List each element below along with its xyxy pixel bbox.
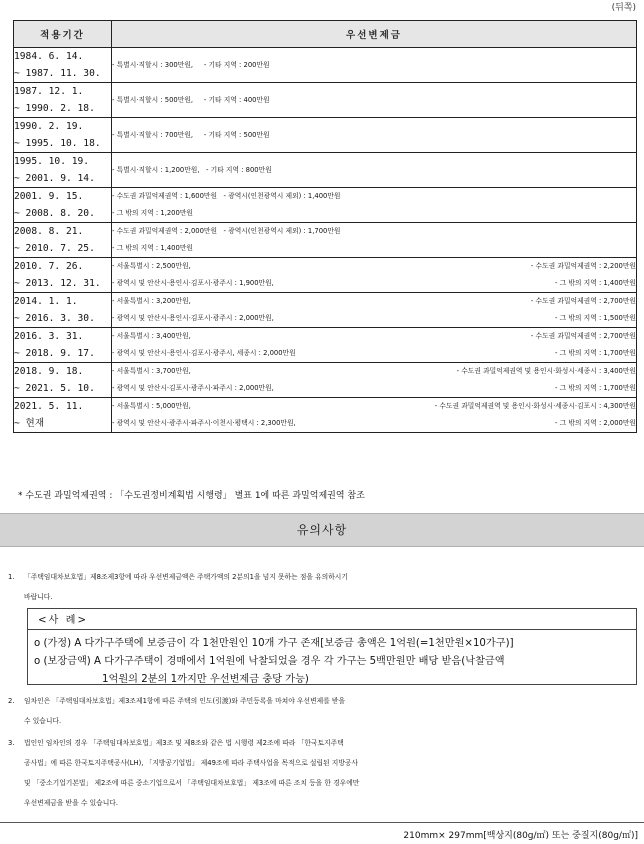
amount-cell xyxy=(112,188,637,223)
period-cell xyxy=(14,48,112,83)
amount-right: - 수도권 과밀억제권역 및 용인시·화성시·세종시 : 3,400만원 xyxy=(456,367,636,375)
amount-line: - 그 밖의 지역 : 1,200만원 xyxy=(112,209,193,217)
amount-right: - 수도권 과밀억제권역 : 2,200만원 xyxy=(530,262,636,270)
period-end: ~ 2008. 8. 20. xyxy=(14,208,95,219)
note-2 xyxy=(8,691,638,731)
amount-right: - 그 밖의 지역 : 1,400만원 xyxy=(555,279,636,287)
example-title: <사 례> xyxy=(38,615,88,626)
amount-line xyxy=(112,363,636,380)
note-3-line-1: 법인인 임차인의 경우 「주택임대차보호법」제3조 및 제8조와 같은 법 시행령 제2조에 따라 「한국토지주택 xyxy=(24,739,344,747)
amount-line: - 특별시·직할시 : 700만원, - 기타 지역 : 500만원 xyxy=(112,130,270,139)
period-cell xyxy=(14,398,112,433)
amount-cell xyxy=(112,83,637,118)
amount-line: - 수도권 과밀억제권역 : 2,000만원 - 광역시(인천광역시 제외) : 1,700만원 xyxy=(112,227,341,235)
amount-line: - 수도권 과밀억제권역 : 1,600만원 - 광역시(인천광역시 제외) : 1,400만원 xyxy=(112,192,341,200)
amount-line xyxy=(112,415,636,432)
period-start: 1995. 10. 19. xyxy=(14,156,90,167)
period-cell xyxy=(14,83,112,118)
amount-left: - 서울특별시 : 3,700만원, xyxy=(112,367,191,375)
amount-line xyxy=(112,398,636,415)
note-1-number: 1. xyxy=(8,573,15,581)
table-row xyxy=(14,48,637,83)
example-box xyxy=(27,608,637,685)
table-row xyxy=(14,328,637,363)
amount-left: - 광역시 및 안산시·광주시·파주시·이천시·평택시 : 2,300만원, xyxy=(112,419,296,427)
table-row xyxy=(14,83,637,118)
period-end: ~ 2021. 5. 10. xyxy=(14,383,95,394)
page-side-note: (뒤쪽) xyxy=(611,3,636,13)
header-period: 적용기간 xyxy=(14,21,112,48)
amount-cell xyxy=(112,118,637,153)
period-end: ~ 2018. 9. 17. xyxy=(14,348,95,359)
period-end: ~ 1995. 10. 18. xyxy=(14,138,101,149)
amount-left: - 광역시 및 안산시·용인시·김포시·광주시 : 2,000만원, xyxy=(112,314,274,322)
period-end: ~ 1987. 11. 30. xyxy=(14,68,101,79)
amount-cell xyxy=(112,48,637,83)
amount-line: - 특별시·직할시 : 1,200만원, - 기타 지역 : 800만원 xyxy=(112,165,272,174)
table-header-row xyxy=(14,21,637,48)
amount-line xyxy=(112,328,636,345)
table-footnote: * 수도권 과밀억제권역 : 「수도권정비계획법 시행령」 별표 1에 따른 과밀억제권역 참조 xyxy=(18,491,365,501)
note-2-line-1: 임차인은 「주택임대차보호법」제3조제1항에 따른 주택의 인도(引渡)와 주민등록을 마쳐야 우선변제를 받을 xyxy=(24,697,346,705)
table-row xyxy=(14,188,637,223)
example-line-1: o (가정) A 다가구주택에 보증금이 각 1천만원인 10개 가구 존재[보증금 총액은 1억원(=1천만원×10가구)] xyxy=(34,638,514,649)
amount-line: - 특별시·직할시 : 500만원, - 기타 지역 : 400만원 xyxy=(112,95,270,104)
period-start: 2018. 9. 18. xyxy=(14,366,84,377)
period-end: ~ 1990. 2. 18. xyxy=(14,103,95,114)
note-3-number: 3. xyxy=(8,739,15,747)
period-cell xyxy=(14,363,112,398)
amount-right: - 그 밖의 지역 : 1,700만원 xyxy=(555,384,636,392)
period-cell xyxy=(14,153,112,188)
amount-line: - 그 밖의 지역 : 1,400만원 xyxy=(112,244,193,252)
period-start: 2016. 3. 31. xyxy=(14,331,84,342)
amount-line xyxy=(112,293,636,310)
example-line-3: 1억원의 2분의 1까지만 우선변제금 충당 가능) xyxy=(102,674,309,685)
period-end: ~ 2001. 9. 14. xyxy=(14,173,95,184)
amount-line xyxy=(112,258,636,275)
amount-cell xyxy=(112,153,637,188)
period-start: 2008. 8. 21. xyxy=(14,226,84,237)
period-start: 1990. 2. 19. xyxy=(14,121,84,132)
period-end: ~ 2010. 7. 25. xyxy=(14,243,95,254)
table-row xyxy=(14,293,637,328)
amount-left: - 광역시 및 안산시·용인시·김포시·광주시, 세종시 : 2,000만원 xyxy=(112,349,296,357)
amount-right: - 수도권 과밀억제권역 : 2,700만원 xyxy=(530,332,636,340)
amount-left: - 서울특별시 : 5,000만원, xyxy=(112,402,191,410)
note-3-line-2: 공사법」에 따른 한국토지주택공사(LH), 「지방공기업법」 제49조에 따라 주택사업을 목적으로 설립된 지방공사 xyxy=(24,759,359,767)
notes-section-title: 유의사항 xyxy=(0,513,644,547)
period-start: 2010. 7. 26. xyxy=(14,261,84,272)
note-2-number: 2. xyxy=(8,697,15,705)
amount-right: - 그 밖의 지역 : 1,500만원 xyxy=(555,314,636,322)
period-cell xyxy=(14,258,112,293)
amount-cell xyxy=(112,363,637,398)
table-row xyxy=(14,223,637,258)
period-end: ~ 2013. 12. 31. xyxy=(14,278,101,289)
table-row xyxy=(14,258,637,293)
period-end: ~ 현재 xyxy=(14,418,45,429)
amount-line xyxy=(112,275,636,292)
amount-right: - 수도권 과밀억제권역 및 용인시·화성시·세종시·김포시 : 4,300만원 xyxy=(434,402,636,410)
period-start: 2014. 1. 1. xyxy=(14,296,78,307)
period-start: 2001. 9. 15. xyxy=(14,191,84,202)
amount-right: - 그 밖의 지역 : 2,000만원 xyxy=(555,419,636,427)
period-cell xyxy=(14,223,112,258)
period-cell xyxy=(14,328,112,363)
amount-left: - 서울특별시 : 3,200만원, xyxy=(112,297,191,305)
amount-cell xyxy=(112,328,637,363)
amount-line xyxy=(112,380,636,397)
note-2-line-2: 수 있습니다. xyxy=(24,717,62,725)
period-start: 1987. 12. 1. xyxy=(14,86,84,97)
period-start: 1984. 6. 14. xyxy=(14,51,84,62)
header-amount: 우선변제금 xyxy=(112,21,637,48)
amount-cell xyxy=(112,398,637,433)
table-body xyxy=(14,48,637,433)
period-cell xyxy=(14,293,112,328)
amount-cell xyxy=(112,258,637,293)
amount-right: - 그 밖의 지역 : 1,700만원 xyxy=(555,349,636,357)
amount-right: - 수도권 과밀억제권역 : 2,700만원 xyxy=(530,297,636,305)
amount-line: - 특별시·직할시 : 300만원, - 기타 지역 : 200만원 xyxy=(112,60,270,69)
example-divider xyxy=(28,629,636,630)
note-1 xyxy=(8,567,638,607)
amount-left: - 서울특별시 : 2,500만원, xyxy=(112,262,191,270)
priority-repayment-table xyxy=(13,20,637,433)
note-1-line-2: 바랍니다. xyxy=(24,593,53,601)
note-1-line-1: 「주택임대차보호법」제8조제3항에 따라 우선변제금액은 주택가액의 2분의1을 넘지 못하는 점을 유의하시기 xyxy=(24,573,348,581)
period-end: ~ 2016. 3. 30. xyxy=(14,313,95,324)
note-3-line-4: 우선변제금을 받을 수 있습니다. xyxy=(24,799,118,807)
amount-left: - 광역시 및 안산시·김포시·광주시·파주시 : 2,000만원, xyxy=(112,384,274,392)
period-cell xyxy=(14,188,112,223)
note-3 xyxy=(8,733,638,813)
example-line-2: o (보장금액) A 다가구주택이 경매에서 1억원에 낙찰되었을 경우 각 가구는 5백만원만 배당 받음(낙찰금액 xyxy=(34,656,505,667)
table-row xyxy=(14,153,637,188)
table-row xyxy=(14,363,637,398)
table-row xyxy=(14,118,637,153)
table-row xyxy=(14,398,637,433)
note-3-line-3: 및 「중소기업기본법」 제2조에 따른 중소기업으로서 「주택임대차보호법」 제3조에 따른 조치 등을 한 경우에만 xyxy=(24,779,360,787)
amount-cell xyxy=(112,293,637,328)
period-start: 2021. 5. 11. xyxy=(14,401,84,412)
amount-left: - 서울특별시 : 3,400만원, xyxy=(112,332,191,340)
bottom-divider xyxy=(0,822,644,823)
amount-cell xyxy=(112,223,637,258)
amount-line xyxy=(112,345,636,362)
paper-spec: 210mm× 297mm[백상지(80g/㎡) 또는 중질지(80g/㎡)] xyxy=(403,831,638,841)
amount-left: - 광역시 및 안산시·용인시·김포시·광주시 : 1,900만원, xyxy=(112,279,274,287)
amount-line xyxy=(112,310,636,327)
period-cell xyxy=(14,118,112,153)
